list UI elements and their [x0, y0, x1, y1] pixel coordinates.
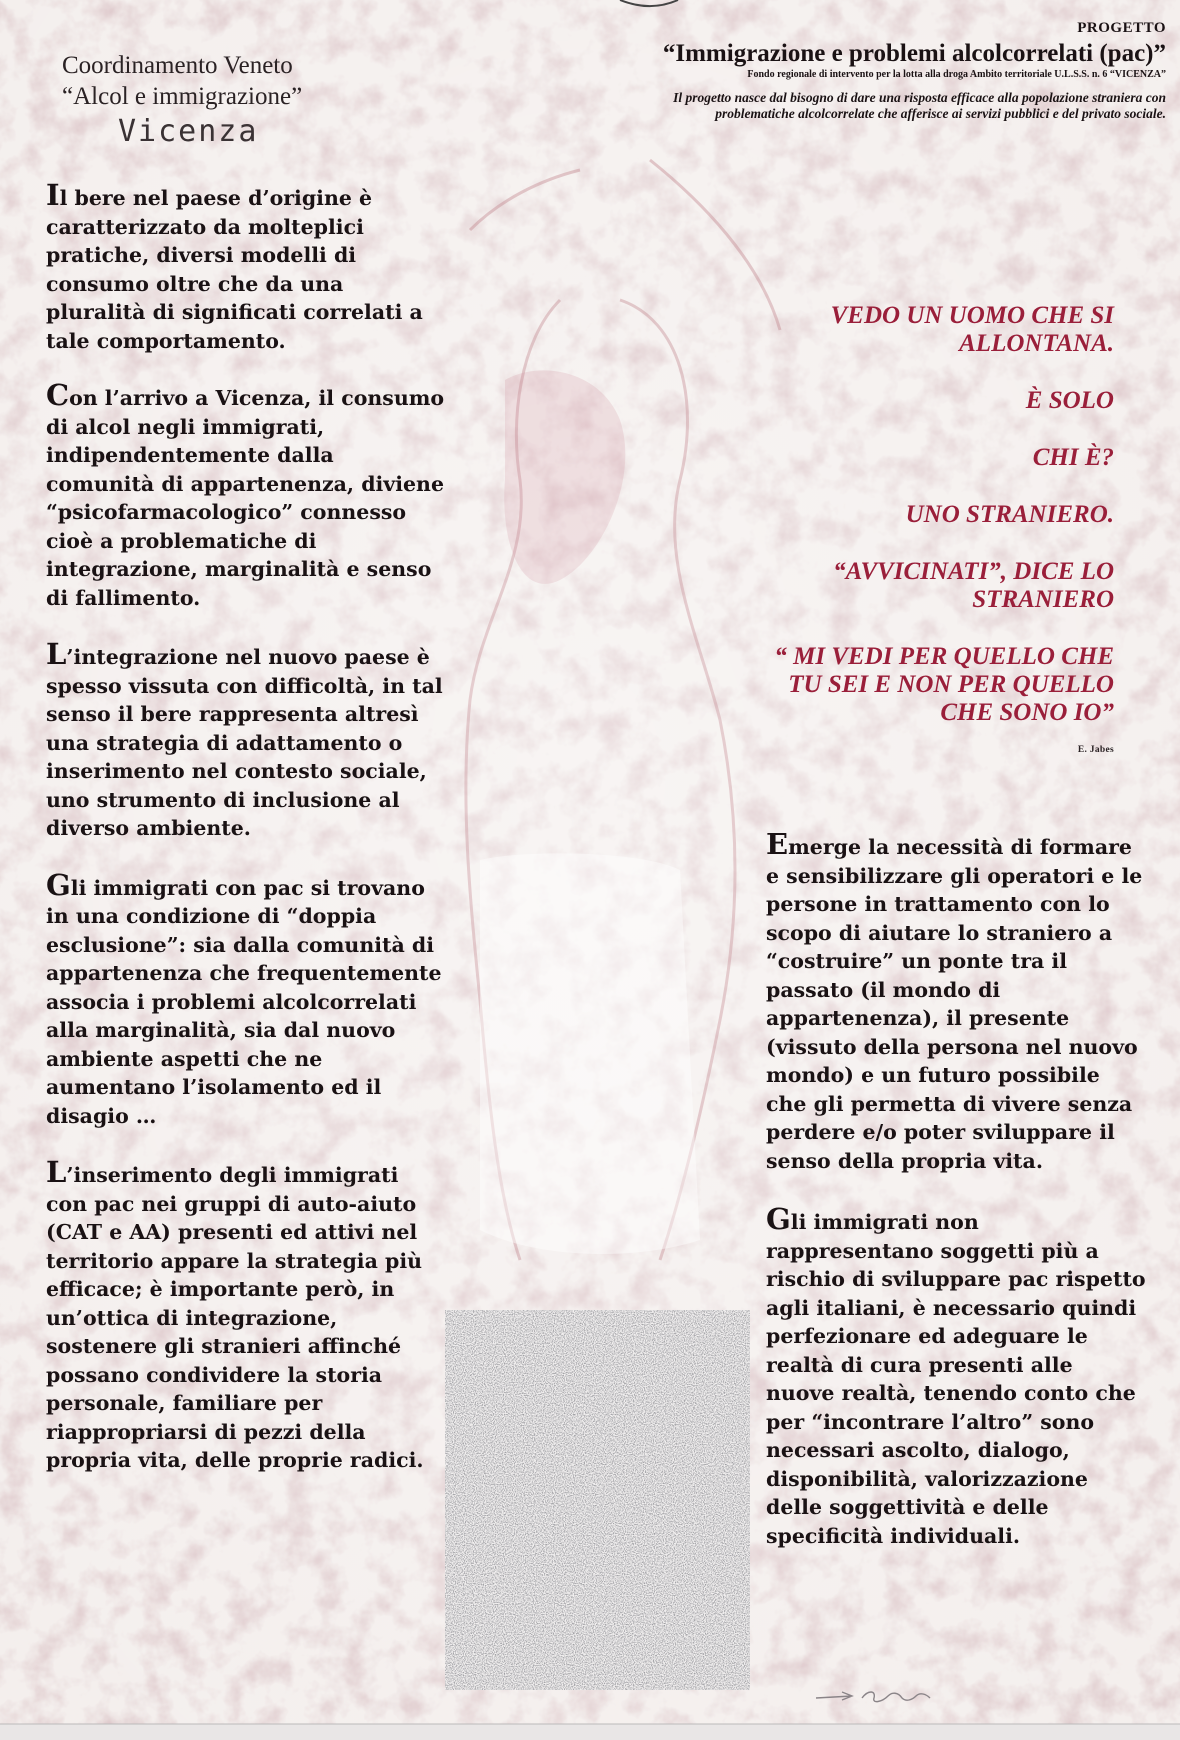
poem-line: È SOLO: [1025, 387, 1114, 414]
handwritten-mark-icon: [812, 1684, 952, 1708]
paragraph-initial: L: [46, 1155, 67, 1189]
paragraph-text: ’integrazione nel nuovo paese è spesso vissuta con difficoltà, in tal senso il bere rappresenta altresì una strategia di adattamento o inserimento nel contesto sociale, uno strumento di inclusione al diverso ambiente.: [46, 645, 443, 840]
project-title: “Immigrazione e problemi alcolcorrelati (pac)”: [662, 40, 1166, 67]
paragraph: [46, 867, 446, 1131]
project-header: [526, 20, 1166, 122]
paragraph-initial: I: [46, 178, 60, 212]
poem-line: VEDO UN UOMO CHE SI ALLONTANA.: [830, 302, 1114, 357]
paragraph: [46, 178, 446, 355]
paragraph-initial: E: [766, 827, 789, 861]
paragraph: [46, 637, 446, 843]
right-column: [766, 827, 1146, 1550]
org-city: Vicenza: [118, 114, 259, 149]
org-name: Coordinamento Veneto: [62, 52, 293, 79]
paragraph-text: li immigrati non rappresentano soggetti più a rischio di sviluppare pac rispetto agli italiani, è necessario quindi perfezionare ed adeguare le realtà di cura presenti alle nuove realtà, tenendo conto che per “incontrare l’altro” sono necessari ascolto, dialogo, disponibilità, valorizzazione delle soggettività e delle specificità individuali.: [766, 1210, 1146, 1548]
project-intro: Il progetto nasce dal bisogno di dare una risposta efficace alla popolazione straniera con problematiche alcolcorrelate che afferisce ai servizi pubblici e del privato sociale.: [673, 90, 1166, 121]
paragraph-text: merge la necessità di formare e sensibilizzare gli operatori e le persone in trattamento con lo scopo di aiutare lo straniero a “costruire” un ponte tra il passato (il mondo di appartenenza), il presente (vissuto della persona nel nuovo mondo) e un futuro possibile che gli permetta di vivere senza perdere e/o poter sviluppare il senso della propria vita.: [766, 835, 1143, 1173]
org-subtitle: “Alcol e immigrazione”: [62, 83, 303, 110]
paragraph-text: on l’arrivo a Vicenza, il consumo di alcol negli immigrati, indipendentemente dalla comunità di appartenenza, diviene “psicofarmacologico” connesso cioè a problematiche di integrazione, marginalità e senso di fallimento.: [46, 386, 445, 610]
poem-line: “AVVICINATI”, DICE LO STRANIERO: [833, 558, 1114, 613]
left-column: [46, 178, 446, 1475]
organisation-header: [62, 50, 392, 152]
paragraph: [766, 827, 1146, 1175]
paragraph-initial: G: [46, 867, 71, 902]
poem-line: “ MI VEDI PER QUELLO CHE TU SEI E NON PER QUELLO CHE SONO IO”: [774, 643, 1114, 726]
poem-line: CHI È?: [1032, 444, 1114, 471]
paragraph: [46, 378, 446, 612]
fund-line: Fondo regionale di intervento per la lotta alla droga Ambito territoriale U.L.S.S. n. 6 “VICENZA”: [747, 69, 1166, 80]
paragraph-text: li immigrati con pac si trovano in una condizione di “doppia esclusione”: sia dalla comunità di appartenenza che frequentemente associa i problemi alcolcorrelati alla marginalità, sia dal nuovo ambiente aspetti che ne aumentano l’isolamento ed il disagio …: [46, 875, 442, 1128]
paragraph: [766, 1202, 1146, 1550]
paragraph-text: l bere nel paese d’origine è caratterizzato da molteplici pratiche, diversi modelli di consumo oltre che da una pluralità di significati correlati a tale comportamento.: [46, 186, 423, 353]
poem: [674, 302, 1114, 764]
paragraph: [46, 1155, 446, 1475]
paragraph-initial: L: [46, 637, 67, 671]
poem-author: E. Jabes: [1077, 745, 1114, 755]
paragraph-text: ’inserimento degli immigrati con pac nei gruppi di auto-aiuto (CAT e AA) presenti ed attivi nel territorio appare la strategia più efficace; è importante però, in un’ottica di integrazione, sostenere gli stranieri affinché possano condividere la storia personale, familiare per riappropriarsi di pezzi della propria vita, delle proprie radici.: [46, 1163, 424, 1472]
paragraph-initial: G: [766, 1202, 791, 1236]
poem-line: UNO STRANIERO.: [905, 501, 1114, 528]
project-kicker: PROGETTO: [1077, 20, 1166, 36]
paragraph-initial: C: [46, 378, 70, 412]
